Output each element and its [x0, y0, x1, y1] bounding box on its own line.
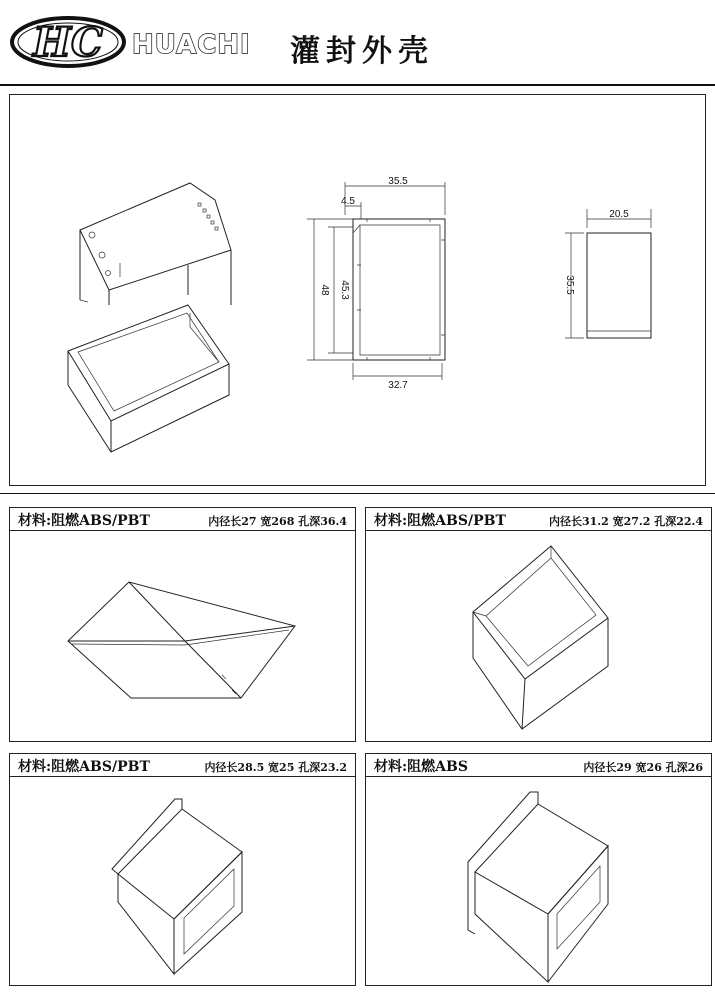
lid-drawing [80, 183, 231, 305]
dim-wall: 4.5 [341, 196, 355, 207]
product-panel [365, 753, 712, 986]
header [0, 0, 715, 86]
header-divider [0, 84, 715, 86]
technical-drawing-panel [9, 94, 706, 486]
dimension-spec: 内径长29 宽26 孔深26 [583, 761, 703, 774]
material-label: 材料:阻燃ABS/PBT [18, 513, 150, 529]
dim-inner-height: 45.3 [339, 280, 350, 300]
material-label: 材料:阻燃ABS/PBT [374, 513, 506, 529]
brand-name: HUACHI [132, 30, 251, 60]
enclosure-drawing [366, 508, 713, 743]
dimension-spec: 内径长28.5 宽25 孔深23.2 [204, 761, 347, 774]
material-label: 材料:阻燃ABS [374, 759, 468, 775]
technical-drawing [10, 95, 707, 487]
dim-outer-width: 35.5 [388, 176, 408, 187]
enclosure-drawing [366, 754, 713, 987]
enclosure-drawing [10, 754, 357, 987]
side-view-drawing [564, 209, 651, 338]
dim-side-height: 35.5 [564, 275, 575, 295]
dimension-spec: 内径长31.2 宽27.2 孔深22.4 [548, 515, 703, 528]
document-title: 灌封外壳 [290, 34, 434, 69]
product-panel [365, 507, 712, 742]
logo-text: HC [33, 19, 103, 66]
enclosure-drawing [10, 508, 357, 743]
box-drawing [68, 305, 229, 452]
product-panel [9, 507, 356, 742]
front-view-drawing [307, 176, 445, 391]
product-panel [9, 753, 356, 986]
dim-side-depth: 20.5 [609, 209, 629, 220]
dim-inner-width: 32.7 [388, 380, 408, 391]
dimension-spec: 内径长27 宽268 孔深36.4 [208, 515, 347, 528]
dim-outer-height: 48 [319, 284, 330, 296]
section-divider [0, 493, 715, 494]
material-label: 材料:阻燃ABS/PBT [18, 759, 150, 775]
hc-logo [6, 10, 136, 80]
